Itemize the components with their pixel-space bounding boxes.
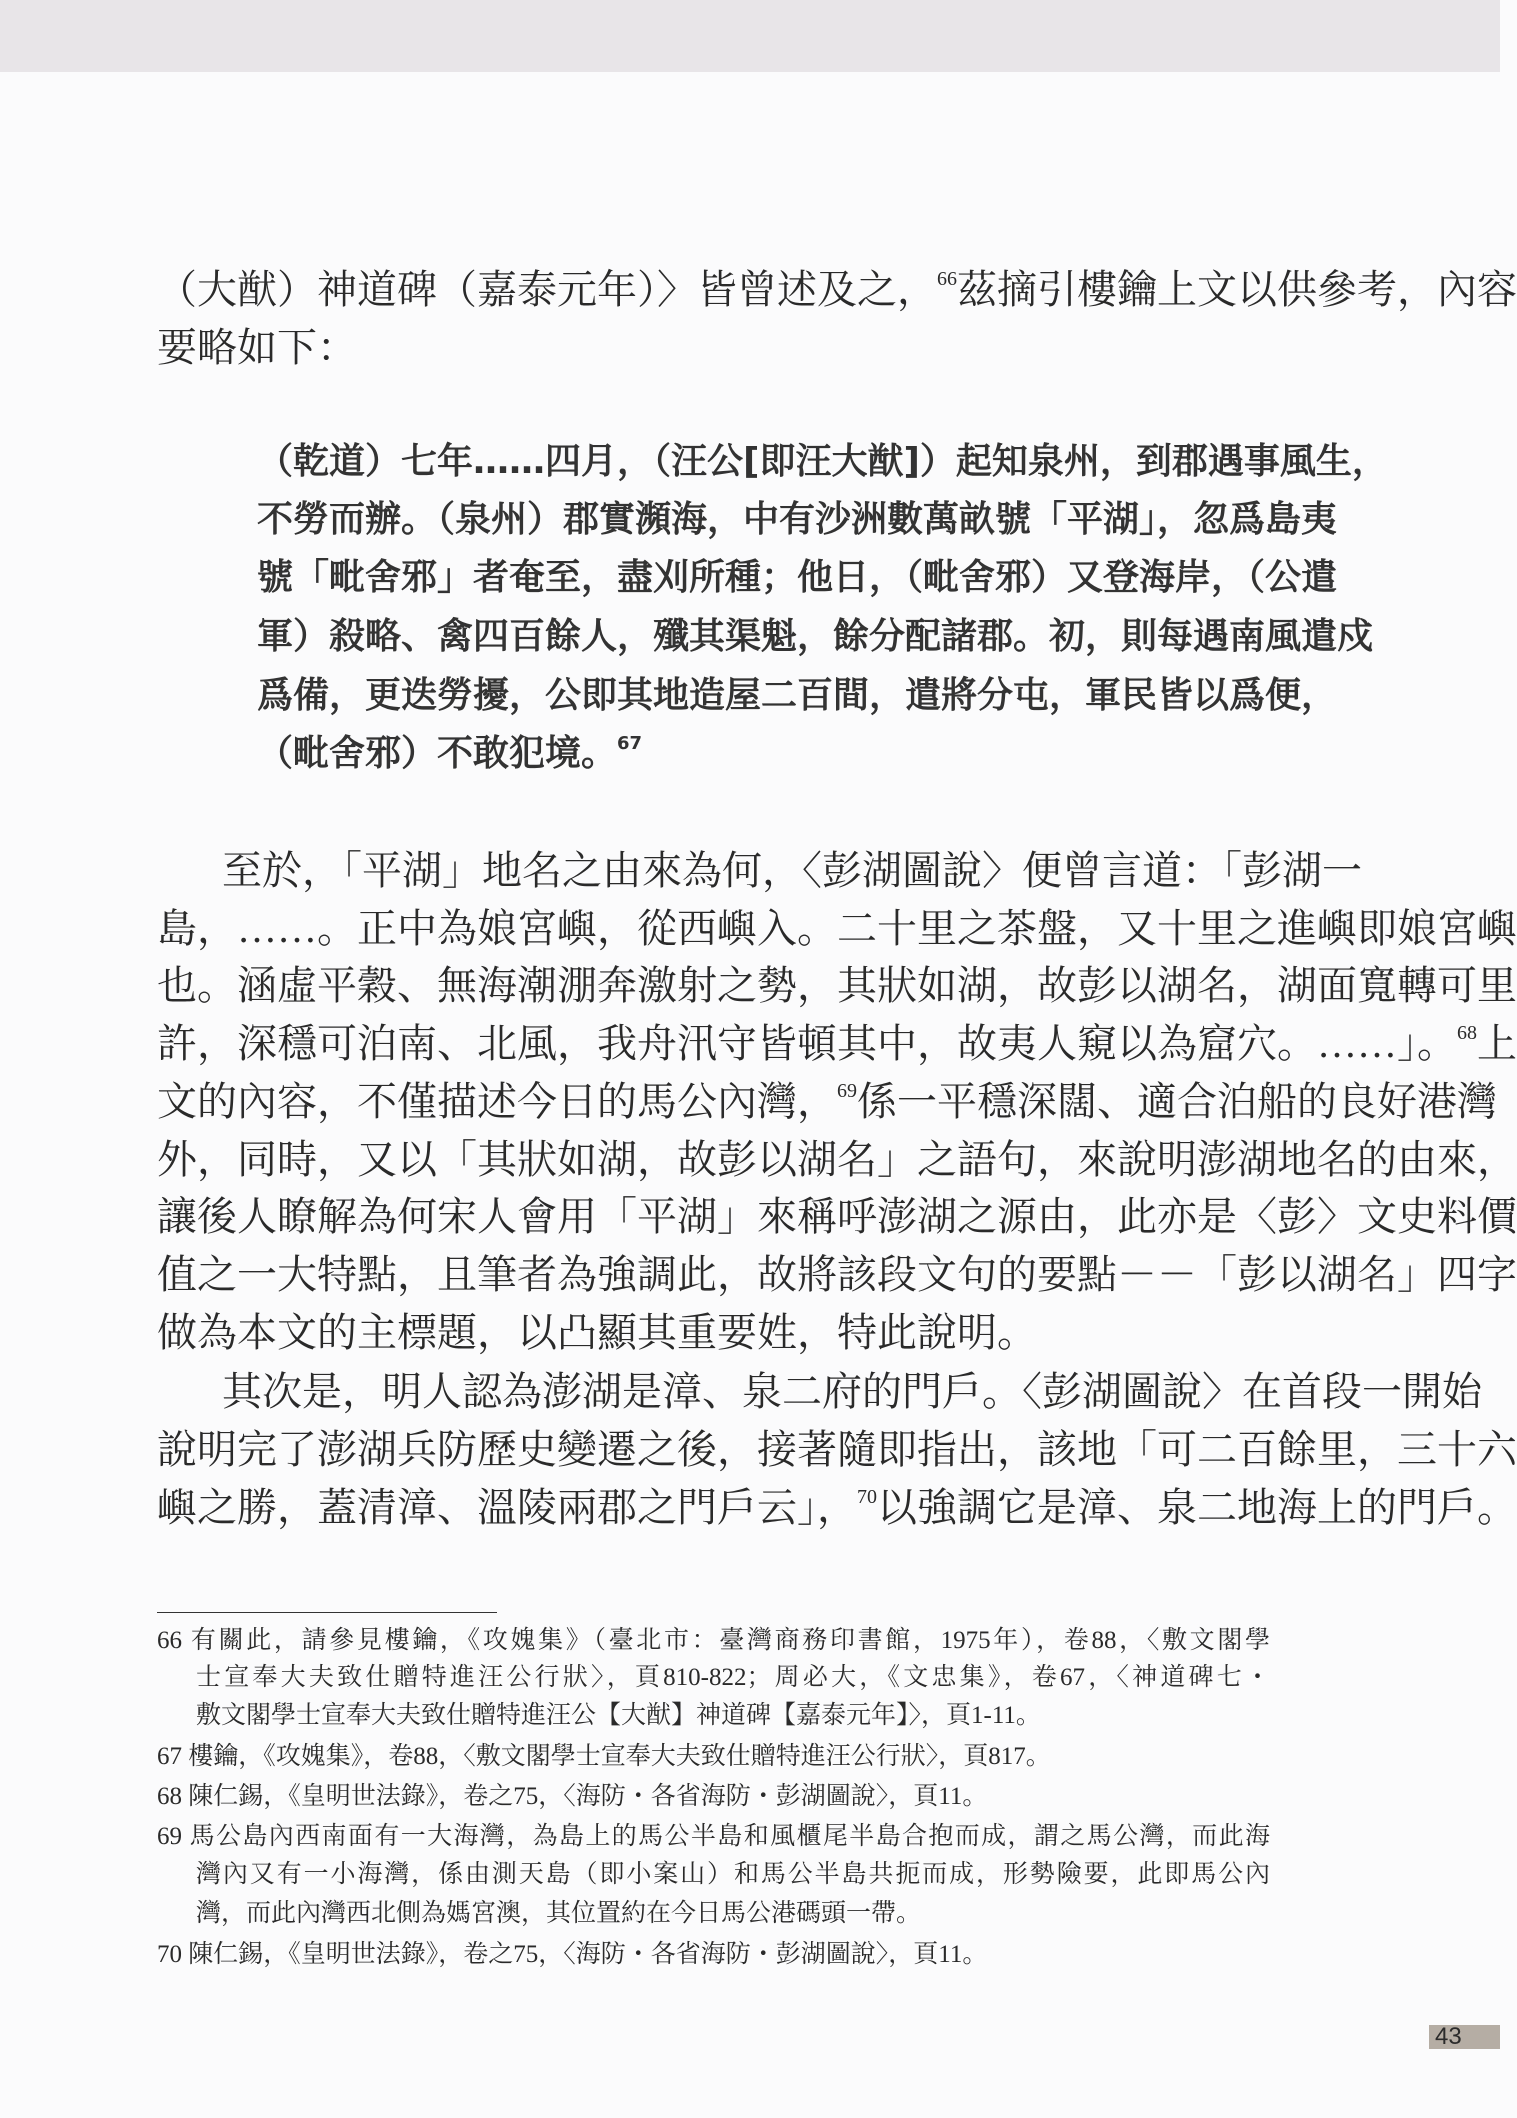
paragraph-2-line (157, 904, 1517, 954)
footnote-line: 67 樓鑰，《攻媿集》，卷88，〈敷文閣學士宣奉大夫致仕贈特進汪公行狀〉，頁817。 (157, 1743, 1051, 1770)
footnote-line: 敷文閣學士宣奉大夫致仕贈特進汪公【大猷】神道碑【嘉泰元年】〉，頁1-11。 (196, 1702, 1041, 1729)
text-run: 外，同時，又以「其狀如湖，故彭以湖名」之語句，來說明澎湖地名的由來， (157, 1137, 1517, 1182)
text-run: （乾道）七年……四月，（汪公[即汪大猷]）起知泉州，到郡遇事風生， (257, 441, 1388, 482)
paragraph-2-line (157, 1077, 1497, 1127)
paragraph-1-line (157, 323, 1270, 373)
footnote-line: 灣內又有一小海灣，係由測天島（即小案山）和馬公半島共扼而成，形勢險要，此即馬公內 (196, 1861, 1270, 1888)
text-run: 至於，「平湖」地名之由來為何，〈彭湖圖說〉便曾言道：「彭湖一 (222, 848, 1362, 893)
paragraph-2-line (157, 961, 1517, 1011)
paragraph-2-line (157, 1308, 1270, 1358)
paragraph-2-line (157, 1019, 1517, 1069)
text-run: 不勞而辦。（泉州）郡實瀕海，中有沙洲數萬畝號「平湖」，忽爲島夷 (257, 499, 1338, 540)
footnote-line: 66 有關此，請參見樓鑰，《攻媿集》（臺北市：臺灣商務印書館，1975年），卷88，〈敷文閣學 (157, 1627, 1270, 1654)
text-run: 上 (1477, 1021, 1517, 1066)
text-run: 爲備，更迭勞擾，公即其地造屋二百間，遣將分屯，軍民皆以爲便， (257, 675, 1338, 716)
block-quote-line (257, 729, 1270, 779)
block-quote-line (257, 437, 1388, 487)
text-run: （毗舍邪）不敢犯境。 (257, 733, 618, 774)
block-quote-line (257, 671, 1338, 721)
footnote-line: 69 馬公島內西南面有一大海灣，為島上的馬公半島和風櫃尾半島合抱而成，謂之馬公灣，而此海 (157, 1823, 1270, 1850)
block-quote-line (257, 553, 1338, 603)
paragraph-2-line (157, 1135, 1517, 1185)
footnote-divider (157, 1612, 497, 1613)
footnote-ref[interactable]: 69 (837, 1080, 857, 1102)
text-run: （大猷）神道碑（嘉泰元年）〉皆曾述及之， (157, 267, 937, 312)
paragraph-3-line (222, 1367, 1482, 1417)
text-run: 做為本文的主標題，以凸顯其重要姓，特此說明。 (157, 1310, 1037, 1355)
text-run: 嶼之勝，蓋清漳、溫陵兩郡之門戶云」， (157, 1485, 857, 1530)
text-run: 係一平穩深闊、適合泊船的良好港灣 (857, 1079, 1497, 1124)
footnote-line: 70 陳仁錫，《皇明世法錄》，卷之75，〈海防・各省海防・彭湖圖說〉，頁11。 (157, 1941, 988, 1968)
paragraph-3-line (157, 1483, 1517, 1533)
paragraph-1-line (157, 265, 1517, 315)
footnote-line: 士宣奉大夫致仕贈特進汪公行狀〉，頁810-822；周必大，《文忠集》，卷67，〈神道碑七・ (196, 1664, 1270, 1691)
text-run: 值之一大特點，且筆者為強調此，故將該段文句的要點－－「彭以湖名」四字 (157, 1252, 1517, 1297)
text-run: 茲摘引樓鑰上文以供參考，內容 (957, 267, 1517, 312)
text-run: 要略如下： (157, 325, 357, 370)
footnote-line: 68 陳仁錫，《皇明世法錄》，卷之75，〈海防・各省海防・彭湖圖說〉，頁11。 (157, 1783, 988, 1810)
paragraph-3-line (157, 1425, 1517, 1475)
text-run: 號「毗舍邪」者奄至，盡刈所種；他日，（毗舍邪）又登海岸，（公遣 (257, 557, 1338, 598)
text-run: 文的內容，不僅描述今日的馬公內灣， (157, 1079, 837, 1124)
text-run: 讓後人瞭解為何宋人會用「平湖」來稱呼澎湖之源由，此亦是〈彭〉文史料價 (157, 1194, 1517, 1239)
scan-top-margin (0, 0, 1500, 72)
paragraph-2-line (222, 846, 1362, 896)
paragraph-2-line (157, 1250, 1517, 1300)
footnote-ref[interactable]: 66 (937, 268, 957, 290)
text-run: 軍）殺略、禽四百餘人，殲其渠魁，餘分配諸郡。初，則每遇南風遣戍 (257, 616, 1374, 657)
text-run: 許，深穩可泊南、北風，我舟汛守皆頓其中，故夷人窺以為窟穴。……」。 (157, 1021, 1457, 1066)
text-run: 其次是，明人認為澎湖是漳、泉二府的門戶。〈彭湖圖說〉在首段一開始 (222, 1369, 1482, 1414)
text-run: 以強調它是漳、泉二地海上的門戶。 (877, 1485, 1517, 1530)
footnote-ref[interactable]: 68 (1457, 1022, 1477, 1044)
footnote-ref[interactable]: 70 (857, 1486, 877, 1508)
block-quote-line (257, 495, 1338, 545)
page-number: 43 (1429, 2025, 1500, 2049)
text-run: 島，……。正中為娘宮嶼，從西嶼入。二十里之茶盤，又十里之進嶼即娘宮嶼 (157, 906, 1517, 951)
paragraph-2-line (157, 1192, 1517, 1242)
footnote-ref[interactable]: 67 (617, 732, 643, 754)
text-run: 說明完了澎湖兵防歷史變遷之後，接著隨即指出，該地「可二百餘里，三十六 (157, 1427, 1517, 1472)
block-quote-line (257, 612, 1374, 662)
footnote-line: 灣，而此內灣西北側為媽宮澳，其位置約在今日馬公港碼頭一帶。 (196, 1900, 922, 1927)
text-run: 也。涵虛平穀、無海潮淜奔激射之勢，其狀如湖，故彭以湖名，湖面寬轉可里 (157, 963, 1517, 1008)
